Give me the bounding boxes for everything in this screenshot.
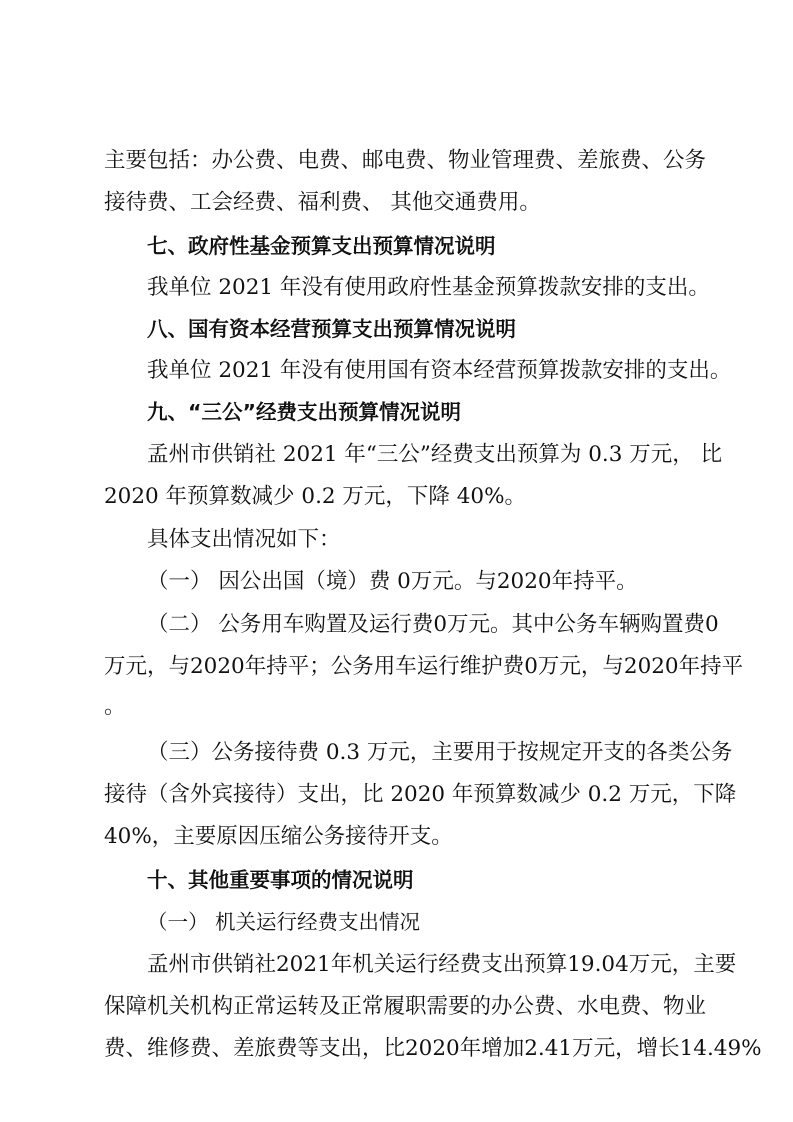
- section-heading: 八、国有资本经营预算支出预算情况说明: [147, 317, 516, 341]
- section-heading: 九、“三公”经费支出预算情况说明: [147, 400, 461, 424]
- list-item: （三）公务接待费 0.3 万元，主要用于按规定开支的各类公务: [147, 740, 733, 765]
- paragraph-line: 费、维修费、差旅费等支出，比2020年增加2.41万元，增长14.49%: [104, 1036, 762, 1061]
- paragraph-line: 40%，主要原因压缩公务接待开支。: [104, 824, 453, 849]
- section-heading: 七、政府性基金预算支出预算情况说明: [147, 234, 496, 258]
- paragraph-line: 主要包括：办公费、电费、邮电费、物业管理费、差旅费、公务: [104, 148, 707, 173]
- paragraph-line: 万元，与2020年持平；公务用车运行维护费0万元，与2020年持平: [104, 654, 744, 679]
- paragraph-line: 我单位 2021 年没有使用国有资本经营预算拨款安排的支出。: [147, 358, 732, 383]
- paragraph-line: 保障机关机构正常运转及正常履职需要的办公费、水电费、物业: [104, 994, 707, 1019]
- paragraph-line: 接待（含外宾接待）支出，比 2020 年预算数减少 0.2 万元，下降: [104, 782, 737, 807]
- paragraph-line: 孟州市供销社 2021 年“三公”经费支出预算为 0.3 万元， 比: [147, 442, 723, 467]
- paragraph-line: 接待费、工会经费、福利费、 其他交通费用。: [104, 190, 541, 215]
- section-heading: 十、其他重要事项的情况说明: [147, 868, 414, 892]
- paragraph-line: 2020 年预算数减少 0.2 万元，下降 40%。: [104, 484, 527, 509]
- subsection-heading: （一） 机关运行经费支出情况: [147, 910, 421, 934]
- paragraph-line: 具体支出情况如下：: [147, 527, 341, 552]
- paragraph-line: 孟州市供销社2021年机关运行经费支出预算19.04万元，主要: [147, 952, 737, 977]
- list-item: （一） 因公出国（境）费 0万元。与2020年持平。: [147, 569, 638, 594]
- paragraph-line: 。: [104, 694, 126, 719]
- list-item: （二） 公务用车购置及运行费0万元。其中公务车辆购置费0: [147, 612, 719, 637]
- paragraph-line: 我单位 2021 年没有使用政府性基金预算拨款安排的支出。: [147, 275, 710, 300]
